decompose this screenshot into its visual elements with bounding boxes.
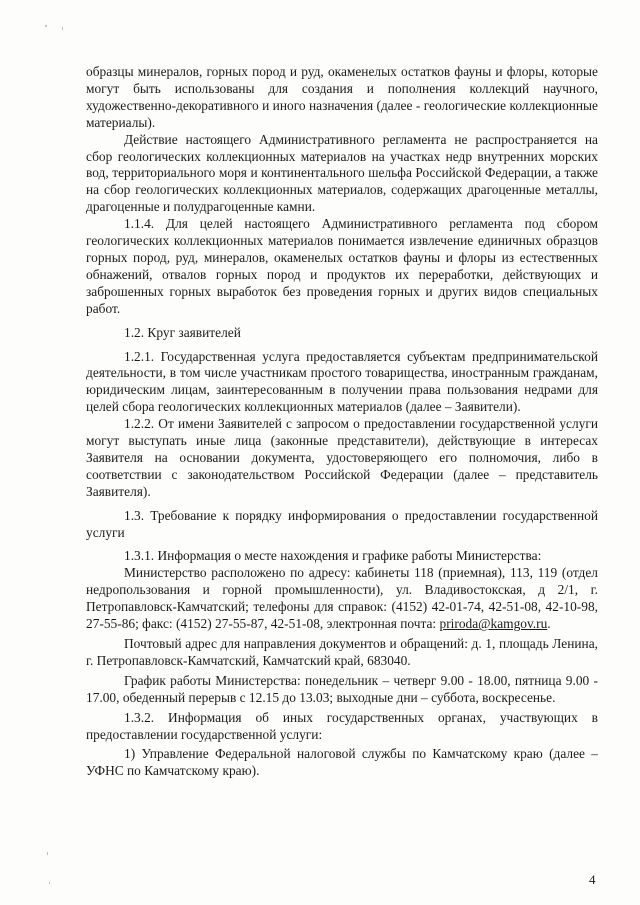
paragraph-1-3-2: 1.3.2. Информация об иных государственных органах, участвующих в предоставлении государственной услуги: xyxy=(86,709,598,742)
paragraph-1-2-2: 1.2.2. От имени Заявителей с запросом о предоставлении государственной услуги могут выступать иные лица (законные представители), действующие в интересах Заявителя на основании документа, удостоверяющего его полномочия, либо в соответствии с законодательством Российской Федерации (далее – представитель Заявителя). xyxy=(86,416,598,499)
paragraph-1-2-1: 1.2.1. Государственная услуга предоставляется субъектам предпринимательской деятельности, в том числе участникам простого товарищества, иностранным гражданам, юридическим лицам, заинтересованным в получении права пользования недрами для целей сбора геологических коллекционных материалов (далее – Заявители). xyxy=(86,348,598,415)
paragraph-1-3-1: 1.3.1. Информация о месте нахождения и графике работы Министерства: xyxy=(124,548,542,564)
paragraph-postal-address: Почтовый адрес для направления документов и обращений: д. 1, площадь Ленина, г. Петропавловск-Камчатский, Камчатский край, 683040. xyxy=(86,636,598,668)
document-body xyxy=(86,64,598,780)
heading-1-2: 1.2. Круг заявителей xyxy=(124,324,241,340)
paragraph-work-schedule: График работы Министерства: понедельник – четверг 9.00 - 18.00, пятница 9.00 - 17.00, обеденный перерыв с 12.15 до 13.03; выходные дни – суббота, воскресенье. xyxy=(86,672,598,705)
scan-speck xyxy=(45,25,47,27)
paragraph-collection-definition: образцы минералов, горных пород и руд, окаменелых остатков фауны и флоры, которые могут быть использованы для создания и пополнения коллекций научного, художественно-декоративного и иного назначения (далее - геологические коллекционные материалы). xyxy=(86,64,598,130)
paragraph-regulation-scope: Действие настоящего Административного регламента не распространяется на сбор геологических коллекционных материалов на участках недр внутренних морских вод, территориального моря и континентального шельфа Российской Федерации, а также на сбор геологических коллекционных материалов, содержащих драгоценные металлы, драгоценные и полудрагоценные камни. xyxy=(86,131,598,215)
scan-speck xyxy=(47,852,48,855)
page-number: 4 xyxy=(589,872,596,887)
ministry-address-end: . xyxy=(547,616,551,632)
email-link[interactable]: priroda@kamgov.ru xyxy=(439,616,548,632)
paragraph-ministry-address xyxy=(86,565,598,633)
paragraph-1-1-4: 1.1.4. Для целей настоящего Административного регламента под сбором геологических коллекционных материалов понимается извлечение единичных образцов горных пород, руд, минералов, окаменелых остатков фауны и флоры из естественных обнажений, отвалов горных пород и продуктов их переработки, действующих и заброшенных горных выработок без проведения горных и других видов специальных работ. xyxy=(86,216,598,316)
ministry-address-text: Министерство расположено по адресу: кабинеты 118 (приемная), 113, 119 (отдел недропользования и горной промышленности), ул. Владивостокская, д 2/1, г. Петропавловск-Камчатский; телефоны для справок: (4152) 42-01-74, 42-51-08, 42-10-98, 27-55-86; факс: (4152) 27-55-87, 42-51-08, электронная почта: xyxy=(86,565,598,632)
heading-1-3: 1.3. Требование к порядку информирования о предоставлении государственной услуги xyxy=(86,507,598,540)
scan-speck xyxy=(62,27,63,30)
scan-speck xyxy=(49,882,50,884)
paragraph-ufns: 1) Управление Федеральной налоговой службы по Камчатскому краю (далее – УФНС по Камчатскому краю). xyxy=(86,746,598,779)
